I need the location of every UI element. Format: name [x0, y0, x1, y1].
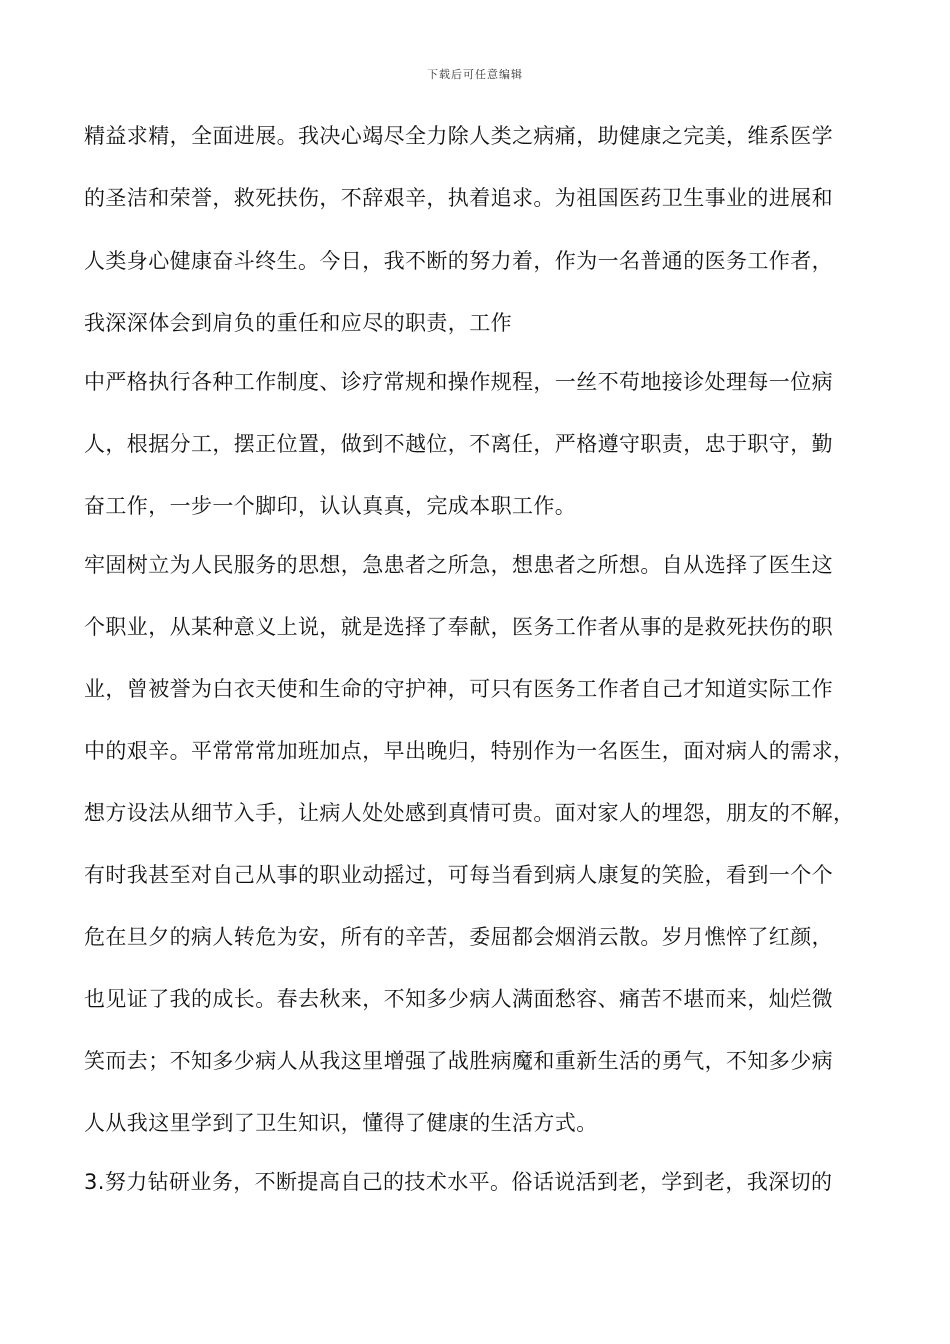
text-line: 个职业，从某种意义上说，就是选择了奉献，医务工作者从事的是救死扶伤的职 — [84, 615, 833, 639]
text-line: 人从我这里学到了卫生知识，懂得了健康的生活方式。 — [84, 1111, 598, 1135]
text-line: 人，根据分工，摆正位置，做到不越位，不离任，严格遵守职责，忠于职守，勤 — [84, 432, 833, 456]
text-line: 精益求精，全面进展。我决心竭尽全力除人类之病痛，助健康之完美，维系医学 — [84, 124, 833, 148]
text-line: 人类身心健康奋斗终生。今日，我不断的努力着，作为一名普通的医务工作者， — [84, 249, 833, 273]
text-line: 业，曾被誉为白衣天使和生命的守护神，可只有医务工作者自己才知道实际工作 — [84, 677, 833, 701]
text-line: 想方设法从细节入手，让病人处处感到真情可贵。面对家人的埋怨，朋友的不解， — [84, 801, 855, 825]
text-line: 的圣洁和荣誉，救死扶伤，不辞艰辛，执着追求。为祖国医药卫生事业的进展和 — [84, 186, 833, 210]
text-line: 牢固树立为人民服务的思想，急患者之所急，想患者之所想。自从选择了医生这 — [84, 553, 833, 577]
text-line: 中严格执行各种工作制度、诊疗常规和操作规程，一丝不苟地接诊处理每一位病 — [84, 370, 833, 394]
text-line: 3.努力钻研业务，不断提高自己的技术水平。俗话说活到老，学到老，我深切的 — [84, 1170, 833, 1194]
text-line: 有时我甚至对自己从事的职业动摇过，可每当看到病人康复的笑脸，看到一个个 — [84, 863, 833, 887]
text-line: 奋工作，一步一个脚印，认认真真，完成本职工作。 — [84, 494, 577, 518]
text-line: 笑而去；不知多少病人从我这里增强了战胜病魔和重新生活的勇气，不知多少病 — [84, 1049, 833, 1073]
text-line: 中的艰辛。平常常常加班加点，早出晚归，特别作为一名医生，面对病人的需求， — [84, 739, 855, 763]
text-line: 我深深体会到肩负的重任和应尽的职责，工作 — [84, 311, 512, 335]
page-header-note: 下载后可任意编辑 — [427, 68, 523, 81]
text-line: 也见证了我的成长。春去秋来，不知多少病人满面愁容、痛苦不堪而来，灿烂微 — [84, 987, 833, 1011]
text-line: 危在旦夕的病人转危为安，所有的辛苦，委屈都会烟消云散。岁月憔悴了红颜， — [84, 925, 833, 949]
